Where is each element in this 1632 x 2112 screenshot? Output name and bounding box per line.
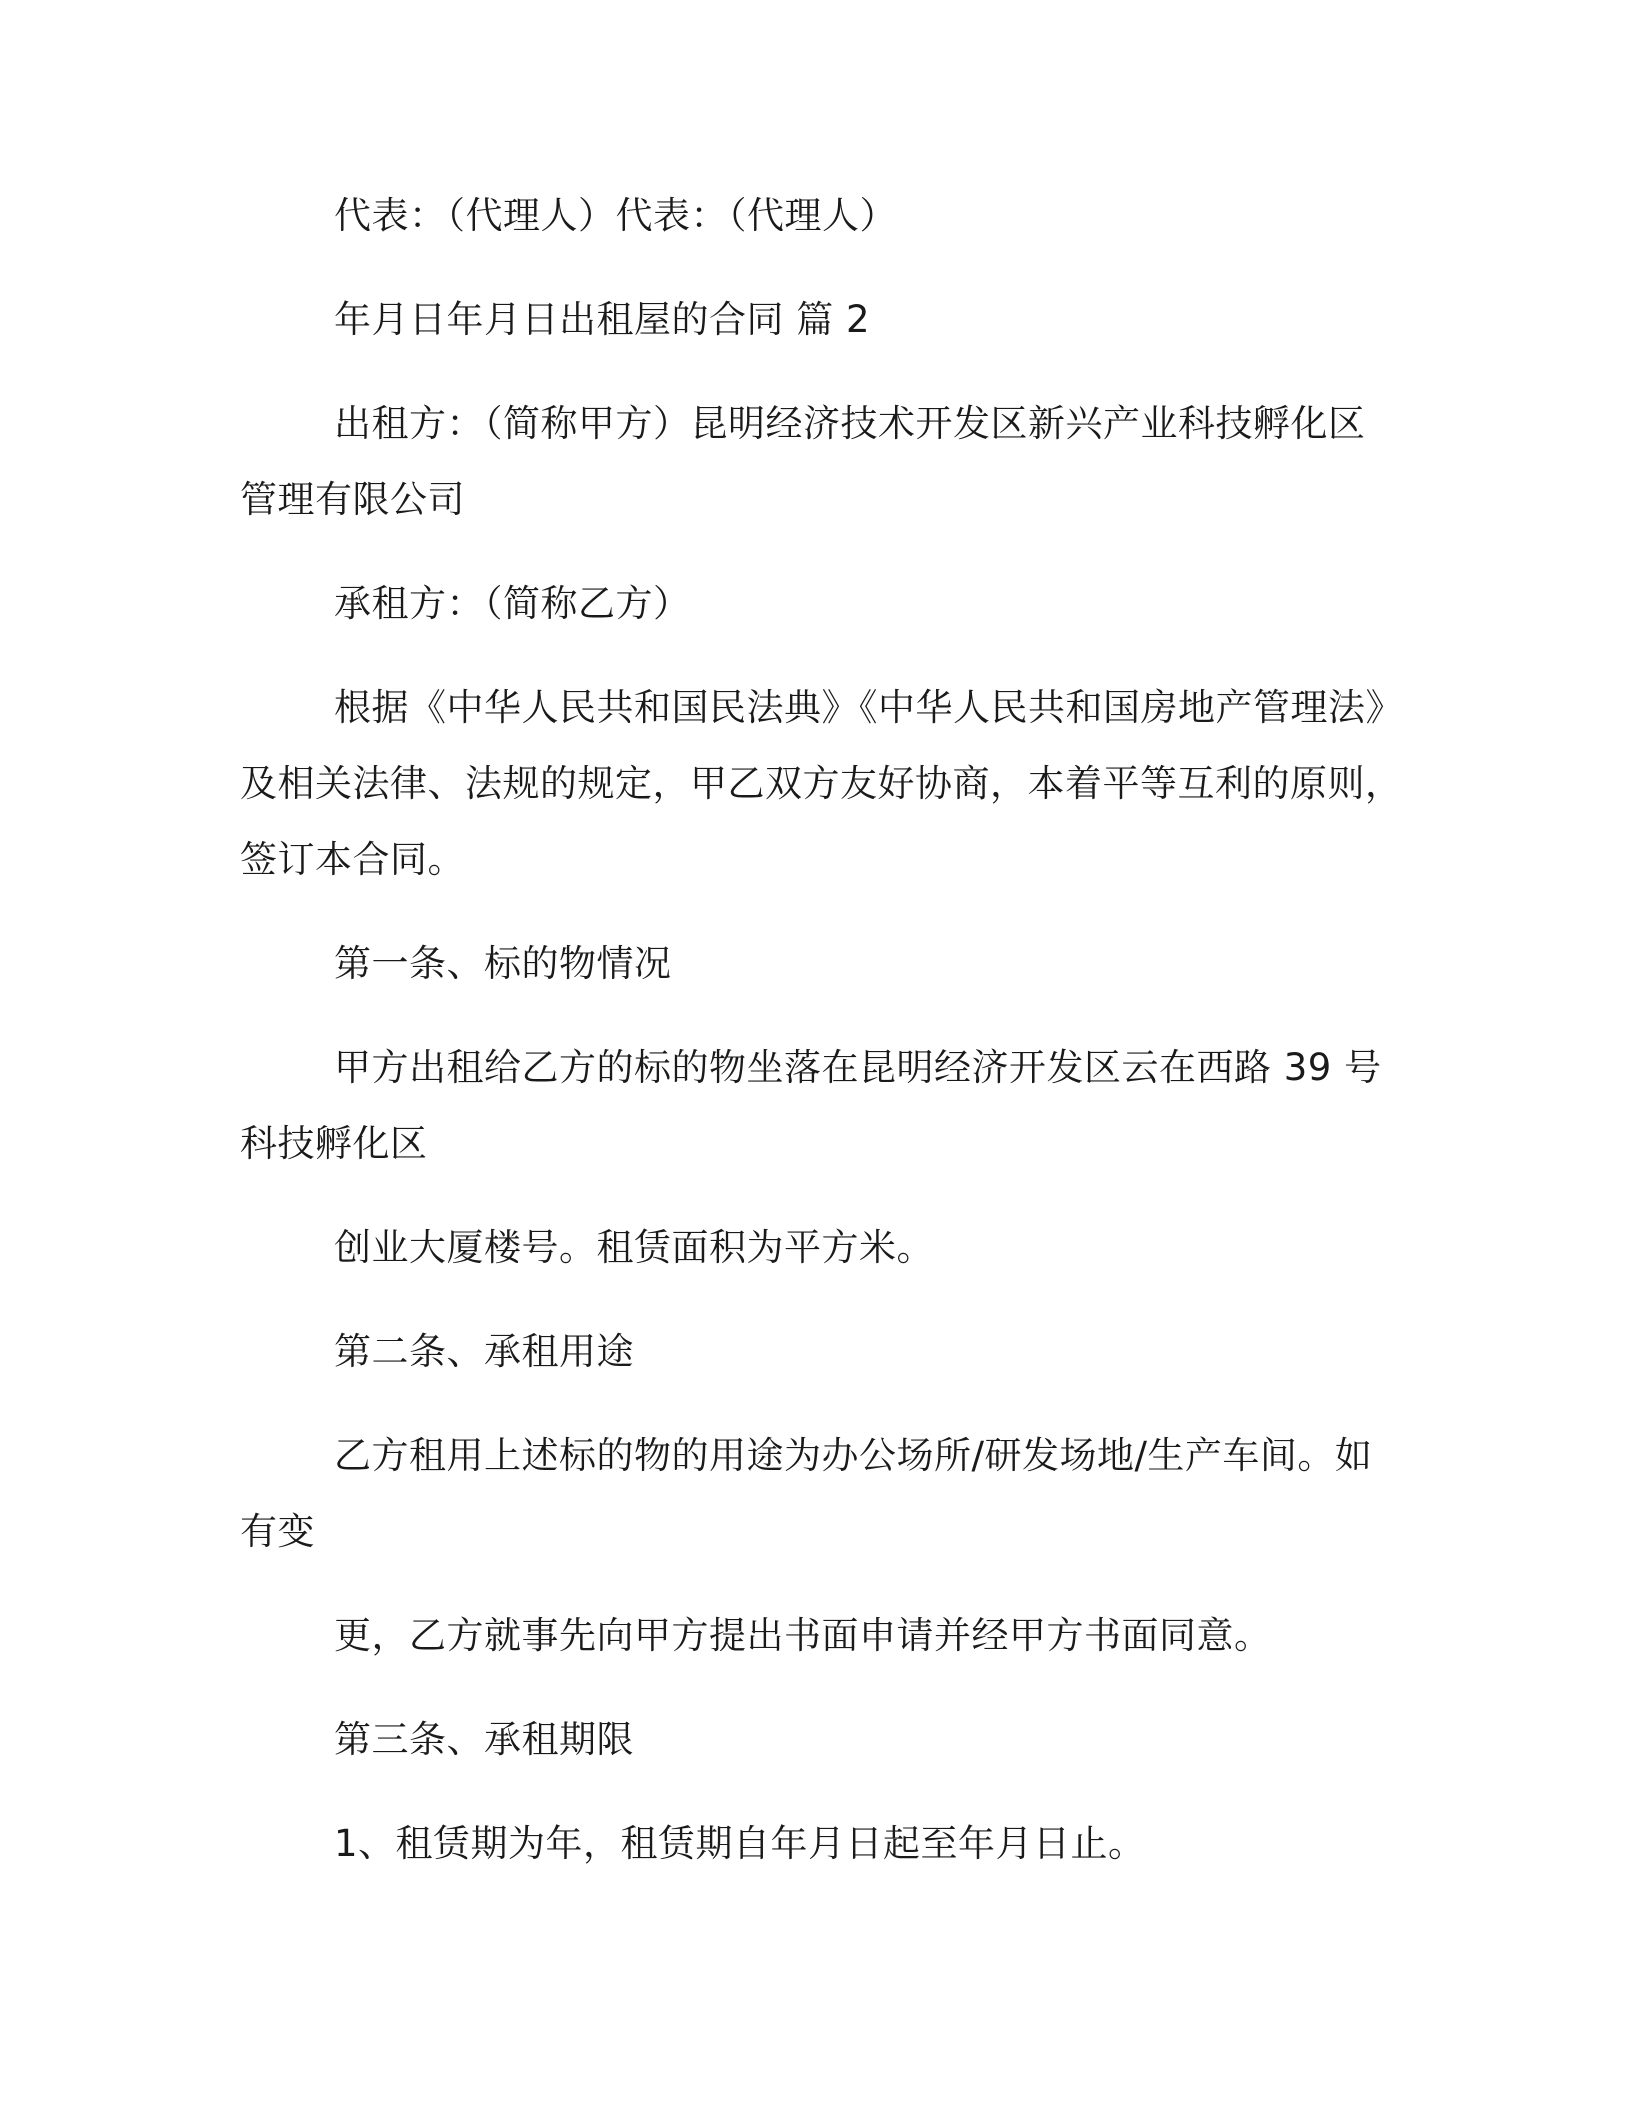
article-2-text-2: 有变 — [240, 1510, 315, 1553]
preamble-line-3: 签订本合同。 — [240, 838, 465, 881]
article-1-text-2: 科技孵化区 — [240, 1122, 428, 1165]
article-2-text-1: 乙方租用上述标的物的用途为办公场所/研发场地/生产车间。如 — [334, 1434, 1373, 1477]
lessee-line: 承租方：（简称乙方） — [334, 582, 691, 625]
article-3-heading: 第三条、承租期限 — [334, 1718, 634, 1761]
contract-heading: 年月日年月日出租屋的合同 篇 2 — [334, 298, 871, 341]
article-1-text-1: 甲方出租给乙方的标的物坐落在昆明经济开发区云在西路 39 号 — [334, 1046, 1382, 1089]
article-2-heading: 第二条、承租用途 — [334, 1330, 634, 1373]
representative-line: 代表：（代理人）代表：（代理人） — [334, 194, 897, 237]
lessor-line-cont: 管理有限公司 — [240, 478, 465, 521]
preamble-line-1: 根据《中华人民共和国民法典》《中华人民共和国房地产管理法》 — [334, 686, 1403, 729]
article-1-text-3: 创业大厦楼号。租赁面积为平方米。 — [334, 1226, 934, 1269]
article-1-heading: 第一条、标的物情况 — [334, 942, 672, 985]
lessor-line: 出租方：（简称甲方）昆明经济技术开发区新兴产业科技孵化区 — [334, 402, 1366, 445]
preamble-line-2: 及相关法律、法规的规定，甲乙双方友好协商，本着平等互利的原则， — [240, 762, 1403, 805]
article-3-text-1: 1、租赁期为年，租赁期自年月日起至年月日止。 — [334, 1822, 1146, 1865]
article-2-text-3: 更，乙方就事先向甲方提出书面申请并经甲方书面同意。 — [334, 1614, 1272, 1657]
